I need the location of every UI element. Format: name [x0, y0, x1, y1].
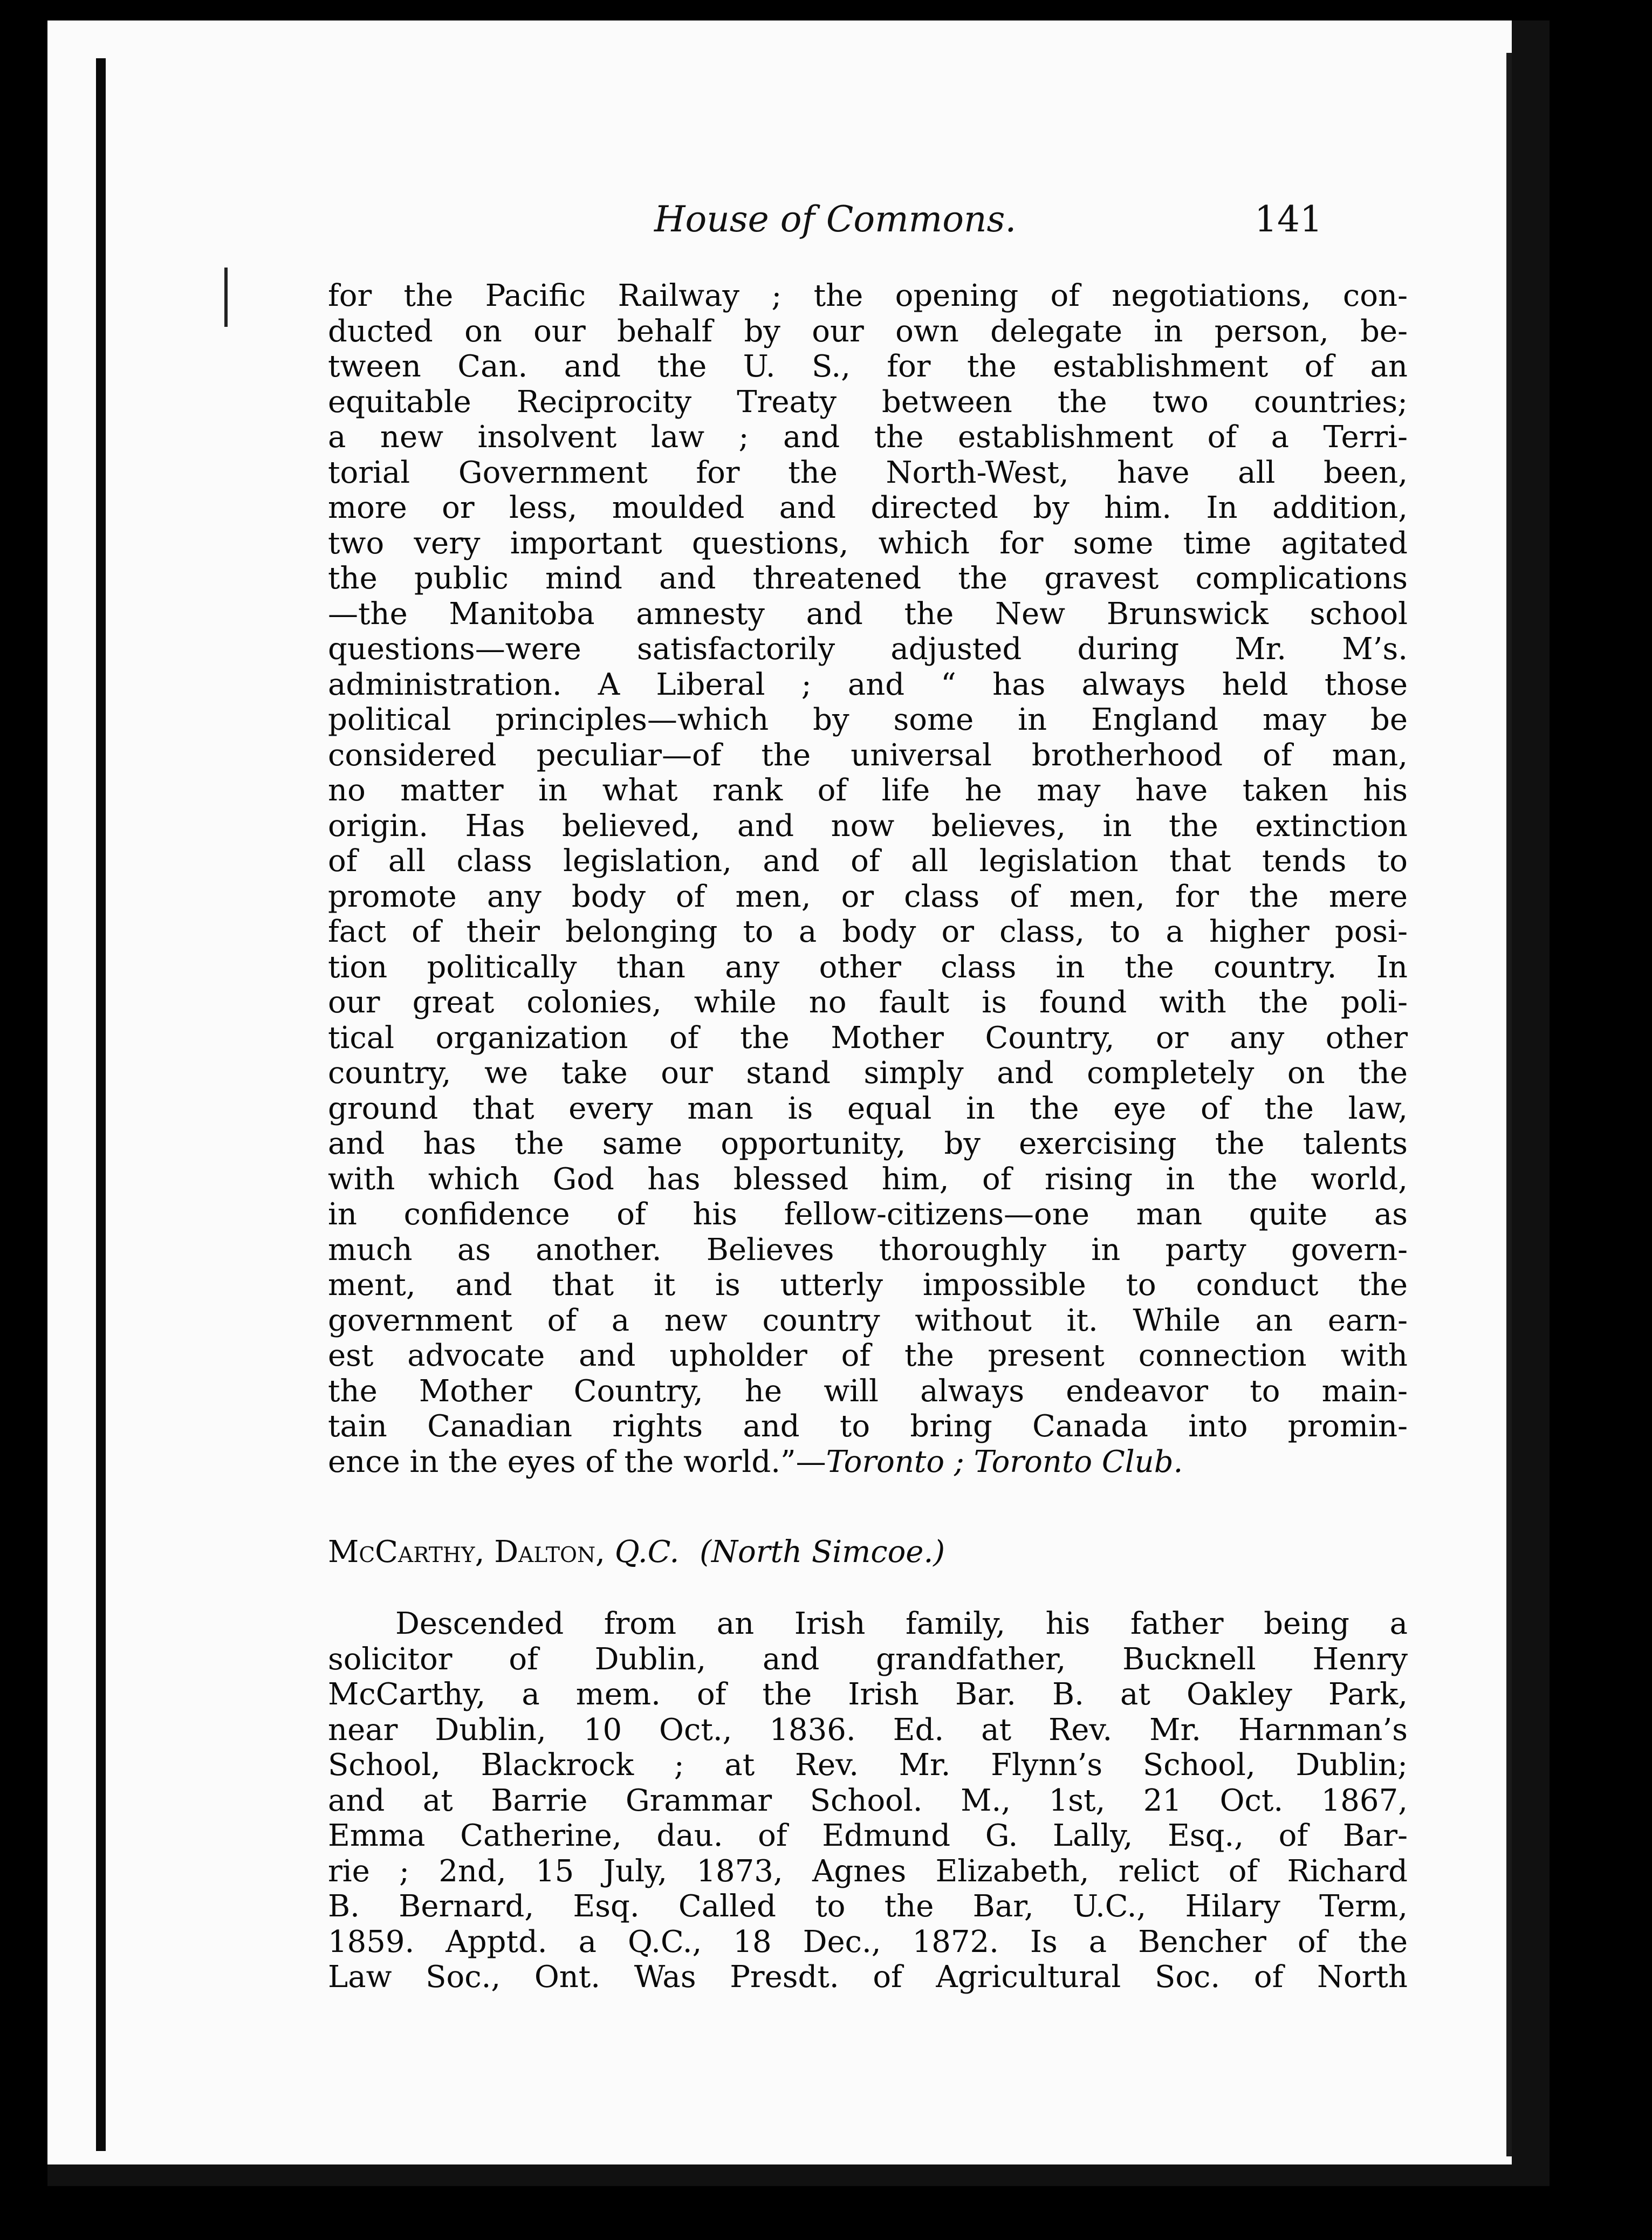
text-line: tion politically than any other class in the country. In [328, 949, 1408, 985]
text-line: country, we take our stand simply and completely on the [328, 1056, 1408, 1091]
text-line: more or less, moulded and directed by him. In addition, [328, 490, 1408, 525]
text-line: Emma Catherine, dau. of Edmund G. Lally, Esq., of Bar- [328, 1818, 1408, 1853]
paragraph-last-line-text: ence in the eyes of the world.”— [328, 1444, 826, 1479]
page-number: 141 [1255, 198, 1322, 240]
right-edge-line [1506, 53, 1512, 2156]
margin-mark [221, 268, 231, 327]
text-line: in confidence of his fellow-citizens—one man quite as [328, 1197, 1408, 1232]
text-line: solicitor of Dublin, and grandfather, Bucknell Henry [328, 1641, 1408, 1677]
text-line: B. Bernard, Esq. Called to the Bar, U.C., Hilary Term, [328, 1889, 1408, 1924]
running-head [47, 182, 1550, 258]
text-line: much as another. Believes thoroughly in party govern- [328, 1232, 1408, 1268]
text-line: of all class legislation, and of all legislation that tends to [328, 844, 1408, 879]
paragraph-last-line [328, 1444, 1408, 1480]
entry-name: McCarthy, Dalton, [328, 1535, 605, 1570]
body-text [328, 278, 1408, 1995]
text-line: Descended from an Irish family, his father being a [395, 1606, 1408, 1641]
text-line: est advocate and upholder of the present connection with [328, 1338, 1408, 1373]
text-line: near Dublin, 10 Oct., 1836. Ed. at Rev. Mr. Harnman’s [328, 1712, 1408, 1748]
text-line: tical organization of the Mother Country, or any other [328, 1020, 1408, 1056]
text-line: two very important questions, which for some time agitated [328, 525, 1408, 561]
text-line: Law Soc., Ont. Was Presdt. of Agricultural Soc. of North [328, 1960, 1408, 1995]
text-line: origin. Has believed, and now believes, in the extinction [328, 808, 1408, 844]
right-gutter [1512, 20, 1550, 2186]
text-line: with which God has blessed him, of rising in the world, [328, 1161, 1408, 1197]
text-line: and at Barrie Grammar School. M., 1st, 21 Oct. 1867, [328, 1783, 1408, 1818]
text-line: fact of their belonging to a body or class, to a higher posi- [328, 914, 1408, 949]
text-line: tween Can. and the U. S., for the establishment of an [328, 349, 1408, 384]
bottom-edge [47, 2164, 1550, 2186]
text-line: for the Pacific Railway ; the opening of negotiations, con- [328, 278, 1408, 313]
text-line: the Mother Country, he will always endeavor to main- [328, 1373, 1408, 1409]
text-line: ground that every man is equal in the eye of the law, [328, 1091, 1408, 1126]
text-line: and has the same opportunity, by exercising the talents [328, 1126, 1408, 1161]
text-line: torial Government for the North-West, have all been, [328, 455, 1408, 490]
entry-heading [328, 1531, 1408, 1574]
book-page [47, 20, 1550, 2186]
text-line: considered peculiar—of the universal brotherhood of man, [328, 737, 1408, 773]
text-line: 1859. Apptd. a Q.C., 18 Dec., 1872. Is a Bencher of the [328, 1924, 1408, 1960]
text-line: ducted on our behalf by our own delegate in person, be- [328, 313, 1408, 349]
text-line: equitable Reciprocity Treaty between the two countries; [328, 384, 1408, 420]
text-line: rie ; 2nd, 15 July, 1873, Agnes Elizabeth, relict of Richard [328, 1853, 1408, 1889]
entry-riding: (North Simcoe.) [700, 1535, 945, 1570]
paragraph-mccarthy [328, 1606, 1408, 1995]
running-head-title: House of Commons. [654, 198, 1017, 240]
location-club: Toronto ; Toronto Club. [826, 1444, 1183, 1479]
text-line: administration. A Liberal ; and “ has always held those [328, 667, 1408, 702]
text-line: no matter in what rank of life he may have taken his [328, 773, 1408, 808]
text-line: School, Blackrock ; at Rev. Mr. Flynn’s School, Dublin; [328, 1748, 1408, 1783]
text-line: promote any body of men, or class of men, for the mere [328, 879, 1408, 914]
text-line: —the Manitoba amnesty and the New Brunswick school [328, 596, 1408, 632]
text-line: ment, and that it is utterly impossible to conduct the [328, 1268, 1408, 1303]
text-line: a new insolvent law ; and the establishment of a Terri- [328, 420, 1408, 455]
text-line: tain Canadian rights and to bring Canada into promin- [328, 1409, 1408, 1444]
text-line: government of a new country without it. While an earn- [328, 1303, 1408, 1338]
text-line: our great colonies, while no fault is found with the poli- [328, 985, 1408, 1020]
text-line: McCarthy, a mem. of the Irish Bar. B. at Oakley Park, [328, 1677, 1408, 1712]
text-line: questions—were satisfactorily adjusted during Mr. M’s. [328, 632, 1408, 667]
text-line: the public mind and threatened the gravest complications [328, 561, 1408, 596]
paragraph-dalton-continued [328, 278, 1408, 1444]
text-line: political principles—which by some in England may be [328, 702, 1408, 737]
entry-title: Q.C. [614, 1535, 680, 1570]
binding-shadow [96, 58, 106, 2151]
left-gutter [47, 20, 118, 2186]
